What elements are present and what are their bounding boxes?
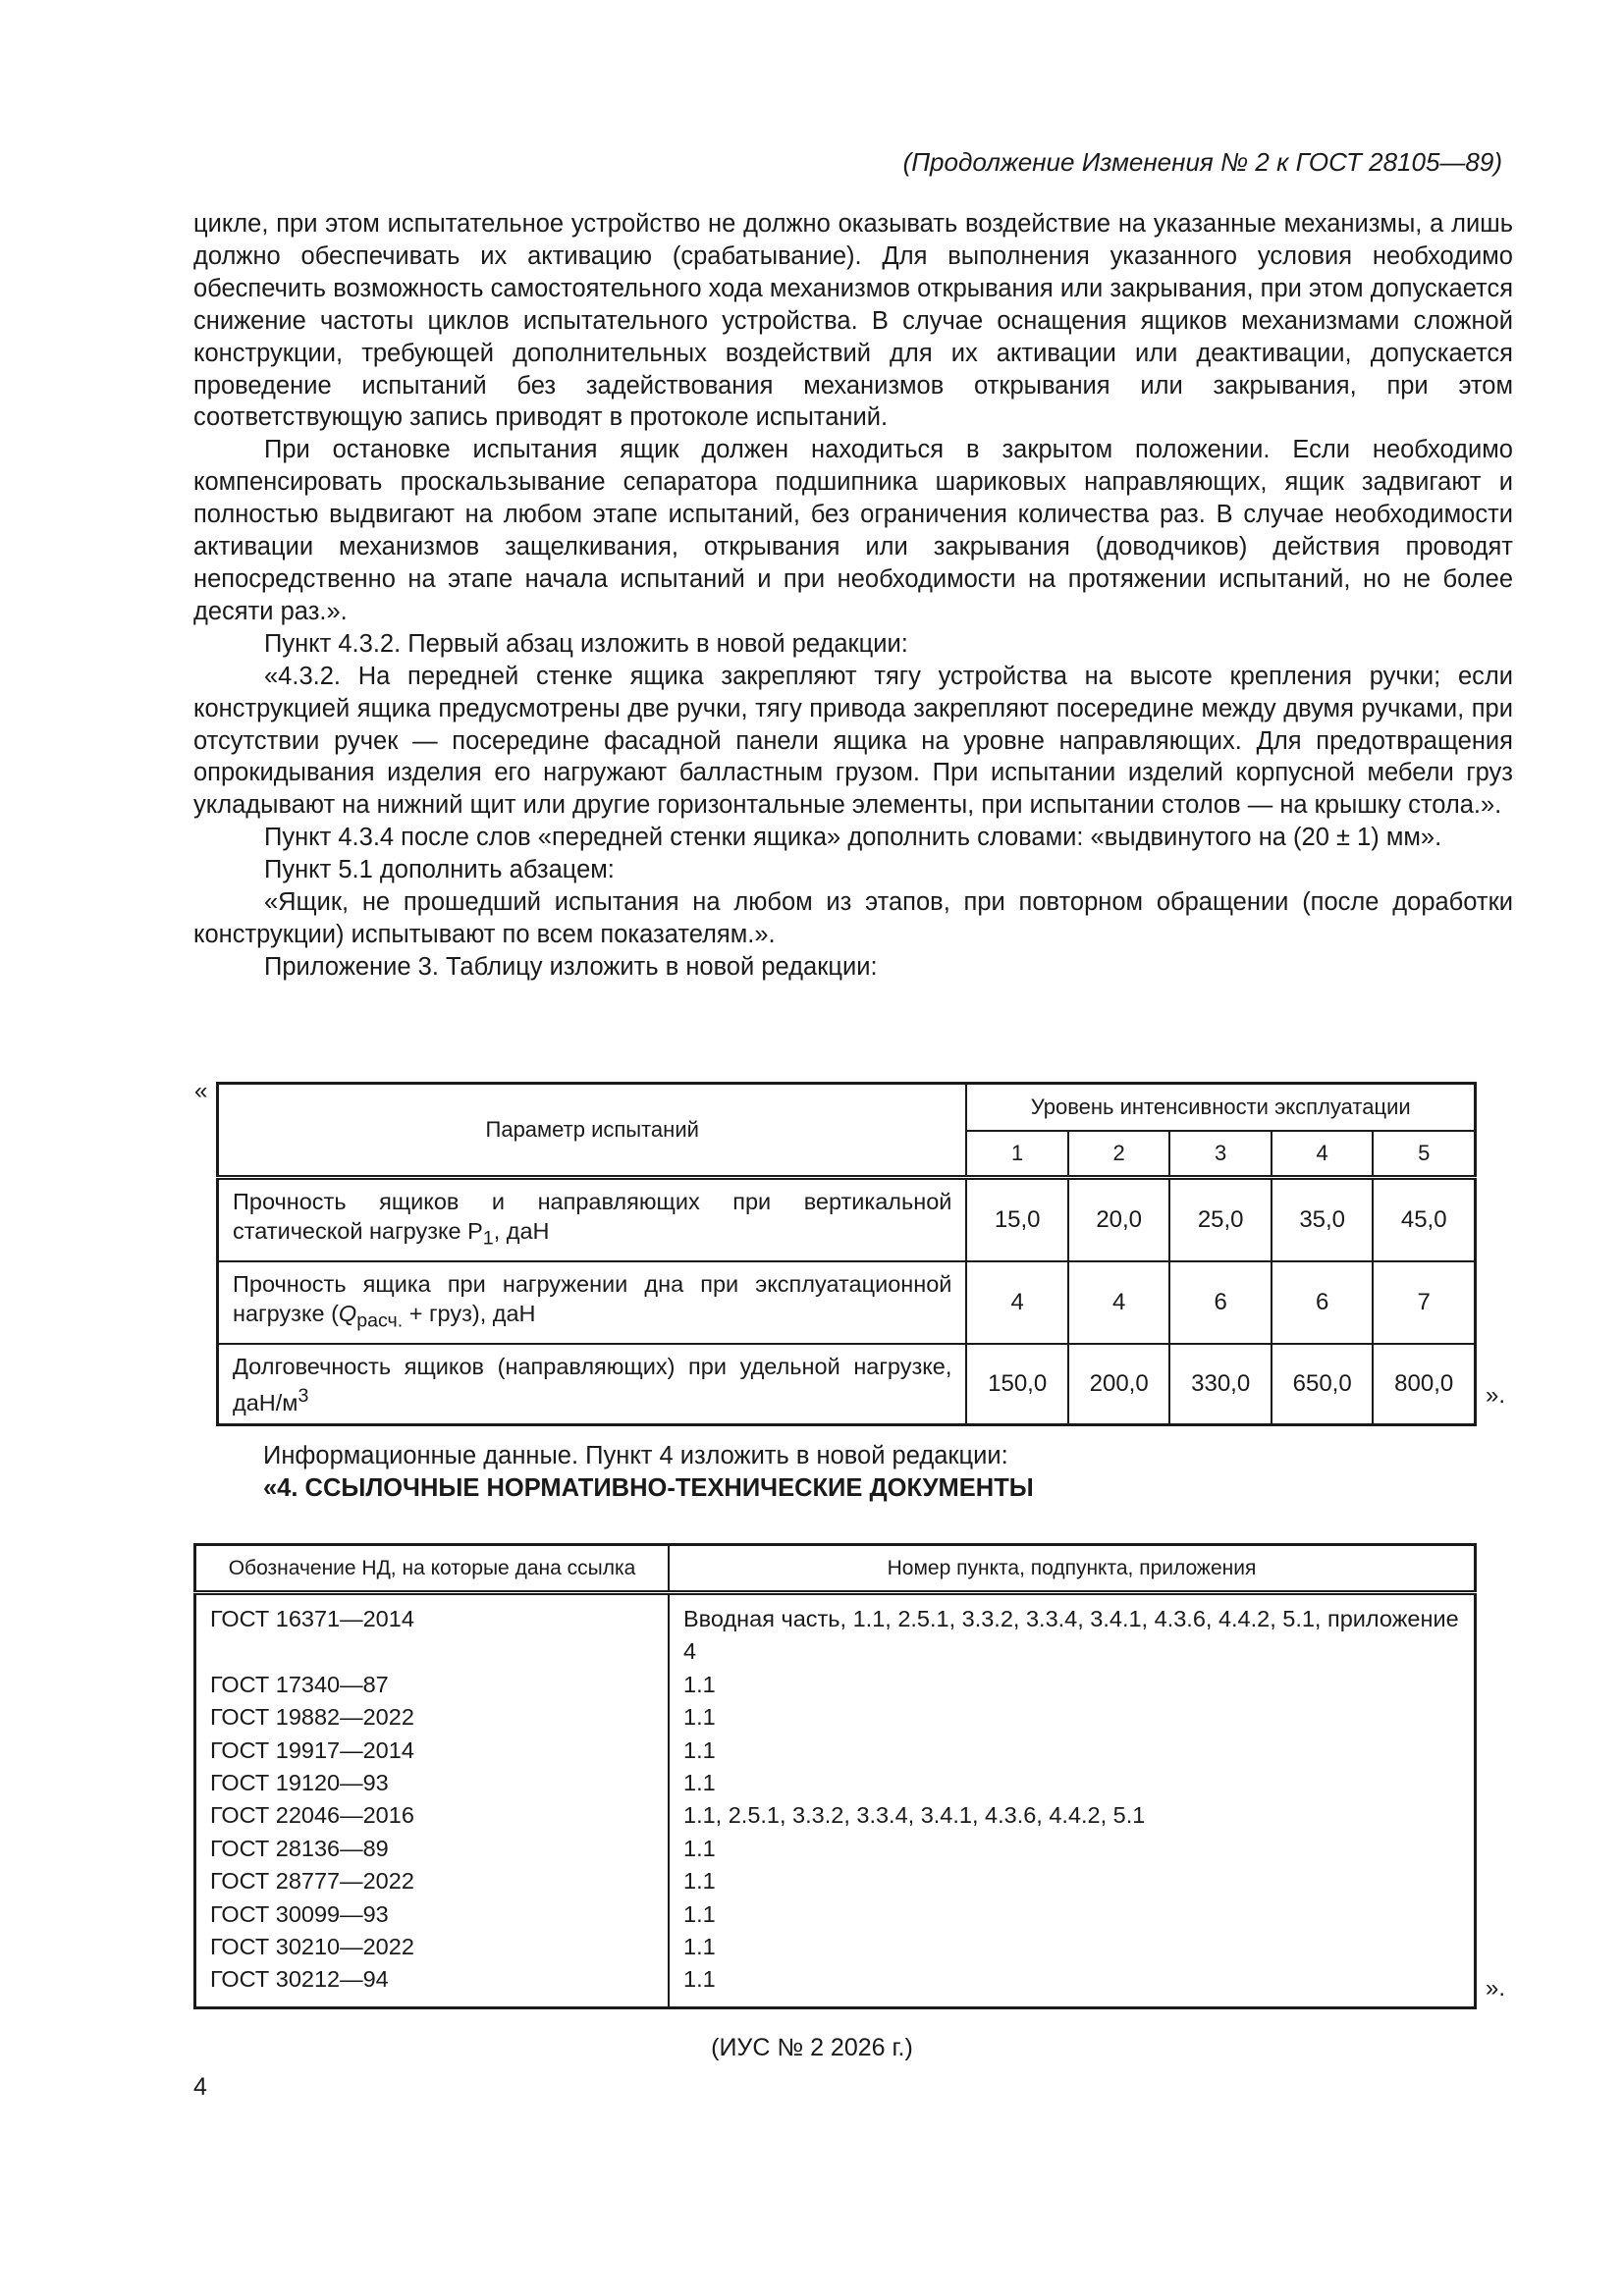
doc-cell: ГОСТ 19917—2014 [195,1735,670,1767]
paragraph: Пункт 4.3.2. Первый абзац изложить в новой редакции: [264,629,908,658]
doc-cell: ГОСТ 28136—89 [195,1833,670,1865]
ref-cell: 1.1 [669,1931,1476,1963]
value-cell: 200,0 [1068,1344,1170,1425]
value-cell: 4 [1068,1261,1170,1344]
table-row [195,1669,1476,1701]
ref-cell: Вводная часть, 1.1, 2.5.1, 3.3.2, 3.3.4, 3.4.1, 4.3.6, 4.4.2, 5.1, приложение 4 [669,1593,1476,1669]
table-row [218,1344,1476,1425]
table-row [195,1963,1476,2007]
paragraph: цикле, при этом испытательное устройство не должно оказывать воздействие на указанные механизмы, а лишь должно обеспечивать их активацию (срабатывание). Для выполнения указанного условия необходимо обеспечить возможность самостоятельного хода механизмов открывания или закрывания, при этом допускается снижение частоты циклов испытательного устройства. В случае оснащения ящиков механизмами сложной конструкции, требующей дополнительных воздействий для их активации или деактивации, допускается проведение испытаний без задействования механизмов открывания или закрывания, при этом соответствующую запись приводят в протоколе испытаний. [193,210,1513,432]
doc-cell: ГОСТ 19882—2022 [195,1701,670,1734]
paragraph: «Ящик, не прошедший испытания на любом из этапов, при повторном обращении (после доработки конструкции) испытывают по всем показателям.». [193,888,1513,948]
param-cell: Прочность ящика при нагружении дна при эксплуатационной нагрузке ($Q_{расч.}$ + груз), даН [218,1261,967,1344]
paragraph: «4.3.2. На передней стенке ящика закрепляют тягу устройства на высоте крепления ручки; если конструкцией ящика предусмотрены две ручки, тягу привода закрепляют посередине между двумя ручками, при отсутствии ручек — посередине фасадной панели ящика на уровне направляющих. Для предотвращения опрокидывания изделия его нагружают балластным грузом. При испытании изделий корпусной мебели груз укладывают на нижний щит или другие горизонтальные элементы, при испытании столов — на крышку стола.». [193,662,1513,820]
level-3: 3 [1169,1131,1272,1178]
ref-cell: 1.1 [669,1898,1476,1931]
value-cell: 6 [1272,1261,1374,1344]
references-table [193,1543,1477,2009]
doc-cell: ГОСТ 16371—2014 [195,1593,670,1669]
paragraph: Пункт 5.1 дополнить абзацем: [264,856,615,884]
table-row [195,1767,1476,1799]
page-number: 4 [193,2073,207,2101]
header-doc: Обозначение НД, на которые дана ссылка [195,1545,670,1593]
level-5: 5 [1373,1131,1475,1178]
level-2: 2 [1068,1131,1170,1178]
ref-cell: 1.1, 2.5.1, 3.3.2, 3.3.4, 3.4.1, 4.3.6, 4.4.2, 5.1 [669,1799,1476,1832]
table-row [195,1898,1476,1931]
param-cell: Долговечность ящиков (направляющих) при удельной нагрузке, даН/$м^3$ [218,1344,967,1425]
ref-cell: 1.1 [669,1701,1476,1734]
ref-cell: 1.1 [669,1833,1476,1865]
doc-cell: ГОСТ 30212—94 [195,1963,670,2007]
ius-footer: (ИУС № 2 2026 г.) [711,2034,913,2061]
table-row [195,1865,1476,1897]
open-quote: « [194,1078,208,1104]
level-1: 1 [966,1131,1068,1178]
value-cell: 35,0 [1272,1178,1374,1262]
body-text [193,208,1513,984]
ref-cell: 1.1 [669,1963,1476,2007]
doc-cell: ГОСТ 19120—93 [195,1767,670,1799]
ref-cell: 1.1 [669,1669,1476,1701]
ref-cell: 1.1 [669,1767,1476,1799]
value-cell: 650,0 [1272,1344,1374,1425]
header-param: Параметр испытаний [218,1084,967,1178]
doc-cell: ГОСТ 17340—87 [195,1669,670,1701]
close-quote: ». [1486,1975,1506,2002]
table-row [195,1701,1476,1734]
running-title: (Продолжение Изменения № 2 к ГОСТ 28105—89) [902,147,1502,177]
table-row [195,1833,1476,1865]
test-parameters-table [216,1082,1477,1426]
doc-cell: ГОСТ 30099—93 [195,1898,670,1931]
table-row [195,1799,1476,1832]
doc-cell: ГОСТ 28777—2022 [195,1865,670,1897]
param-cell: Прочность ящиков и направляющих при вертикальной статической нагрузке $P_1$, даН [218,1178,967,1262]
header-level: Уровень интенсивности эксплуатации [966,1084,1475,1132]
value-cell: 45,0 [1373,1178,1475,1262]
ref-cell: 1.1 [669,1865,1476,1897]
close-quote: ». [1486,1382,1506,1409]
section-heading: «4. ССЫЛОЧНЫЕ НОРМАТИВНО-ТЕХНИЧЕСКИЕ ДОКУМЕНТЫ [263,1474,1034,1502]
level-4: 4 [1272,1131,1374,1178]
value-cell: 800,0 [1373,1344,1475,1425]
table-row [195,1931,1476,1963]
table-row [218,1178,1476,1262]
value-cell: 15,0 [966,1178,1068,1262]
info-line: Информационные данные. Пункт 4 изложить в новой редакции: [263,1442,1008,1469]
value-cell: 25,0 [1169,1178,1272,1262]
header-ref: Номер пункта, подпункта, приложения [669,1545,1476,1593]
value-cell: 6 [1169,1261,1272,1344]
table-row [218,1261,1476,1344]
paragraph: Приложение 3. Таблицу изложить в новой редакции: [264,952,878,981]
paragraph: Пункт 4.3.4 после слов «передней стенки ящика» дополнить словами: «выдвинутого на (20 ± 1) мм». [264,824,1442,852]
ref-cell: 1.1 [669,1735,1476,1767]
doc-cell: ГОСТ 30210—2022 [195,1931,670,1963]
info-block [263,1440,1034,1505]
value-cell: 330,0 [1169,1344,1272,1425]
value-cell: 7 [1373,1261,1475,1344]
value-cell: 4 [966,1261,1068,1344]
table-row [195,1593,1476,1669]
paragraph: При остановке испытания ящик должен находиться в закрытом положении. Если необходимо компенсировать проскальзывание сепаратора подшипника шариковых направляющих, ящик задвигают и полностью выдвигают на любом этапе испытаний, без ограничения количества раз. В случае необходимости активации механизмов защелкивания, открывания или закрывания (доводчиков) действия проводят непосредственно на этапе начала испытаний и при необходимости на протяжении испытаний, но не более десяти раз.». [193,436,1513,625]
doc-cell: ГОСТ 22046—2016 [195,1799,670,1832]
table-row [195,1735,1476,1767]
value-cell: 150,0 [966,1344,1068,1425]
value-cell: 20,0 [1068,1178,1170,1262]
